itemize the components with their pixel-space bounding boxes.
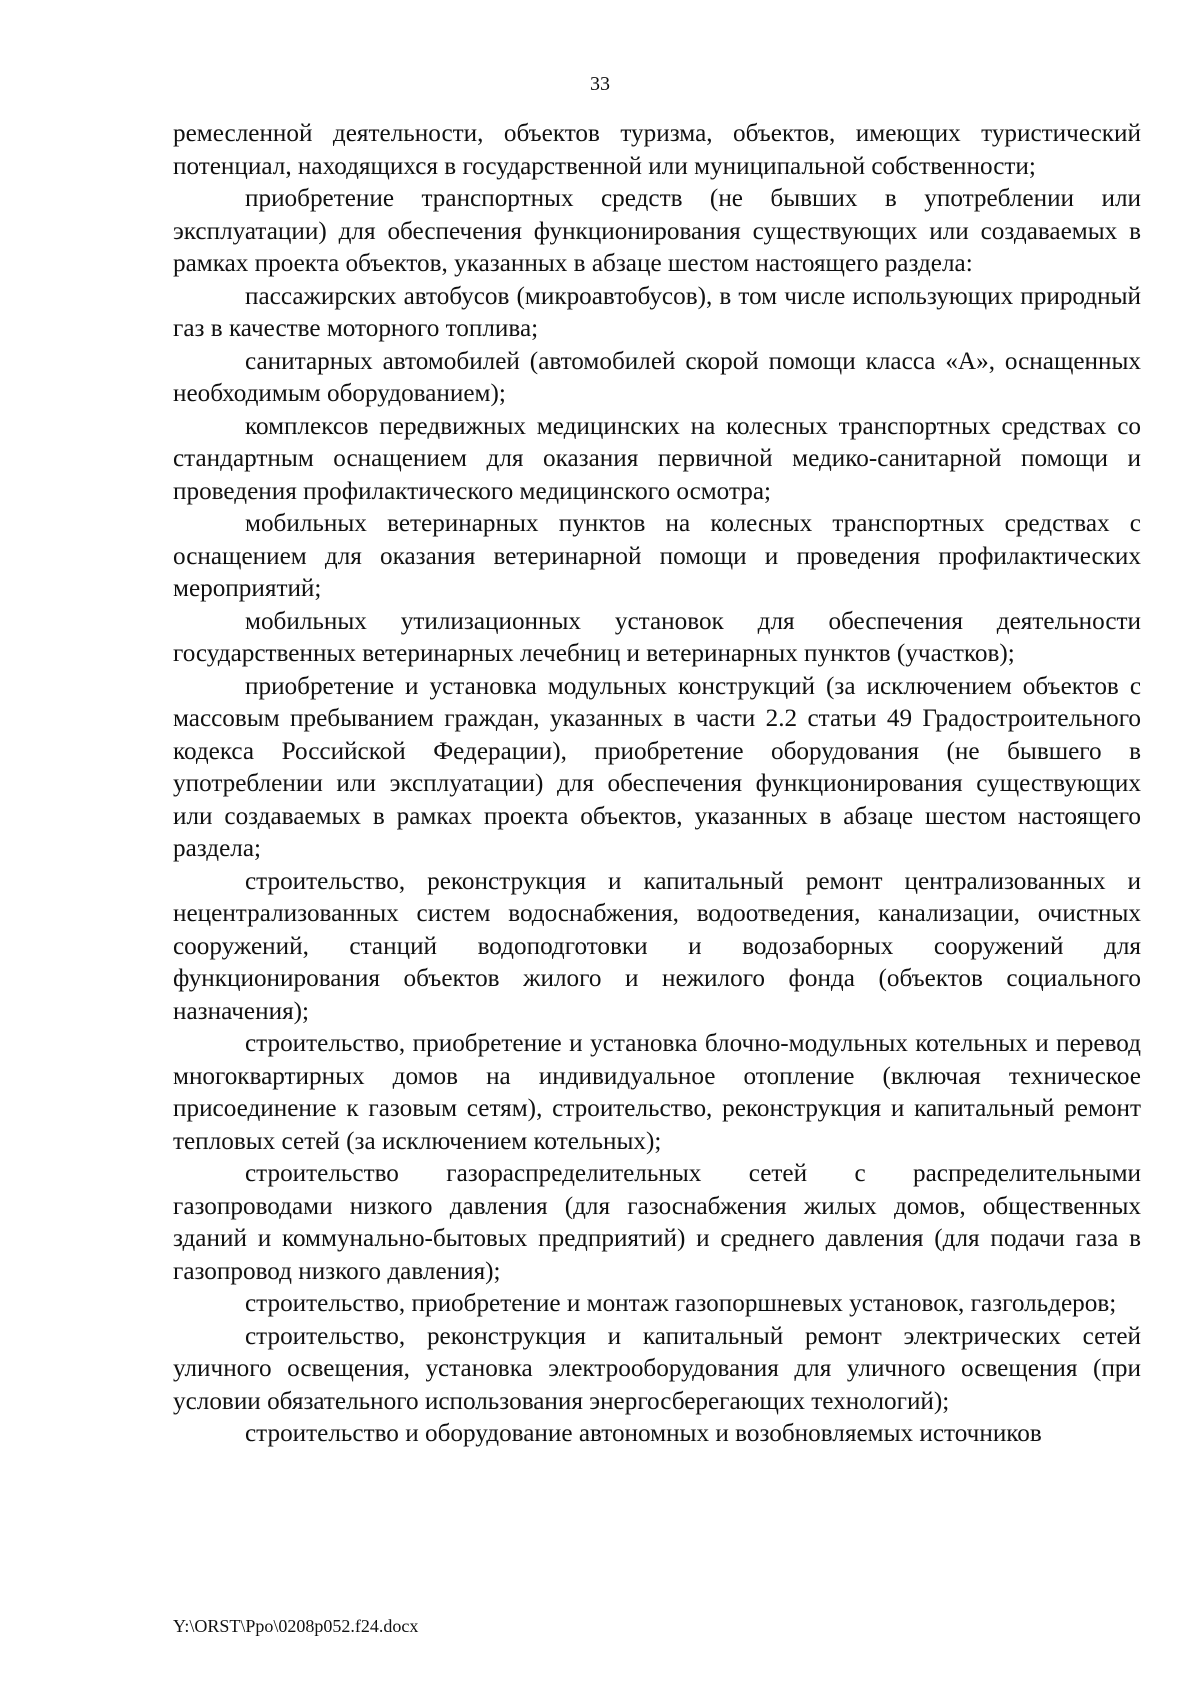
page-number: 33 [590, 73, 610, 95]
paragraph: санитарных автомобилей (автомобилей скорой помощи класса «А», оснащенных необходимым оборудованием); [173, 347, 1141, 407]
paragraph: пассажирских автобусов (микроавтобусов), в том числе использующих природный газ в качестве моторного топлива; [173, 282, 1141, 342]
paragraph: мобильных ветеринарных пунктов на колесных транспортных средствах с оснащением для оказания ветеринарной помощи и проведения профилактических мероприятий; [173, 510, 1141, 602]
footer-file-path: Y:\ORST\Ppo\0208p052.f24.docx [173, 1616, 419, 1636]
paragraph: строительство, реконструкция и капитальный ремонт электрических сетей уличного освещения, установка электрооборудования для уличного освещения (при условии обязательного использования энергосберегающих технологий); [173, 1322, 1141, 1415]
document-body [173, 118, 1141, 1451]
paragraph: приобретение и установка модульных конструкций (за исключением объектов с массовым пребыванием граждан, указанных в части 2.2 статьи 49 Градостроительного кодекса Российской Федерации), приобретение оборудования (не бывшего в употреблении или эксплуатации) для обеспечения функционирования существующих или создаваемых в рамках проекта объектов, указанных в абзаце шестом настоящего раздела; [173, 672, 1141, 862]
paragraph: строительство, приобретение и монтаж газопоршневых установок, газгольдеров; [245, 1290, 1117, 1317]
paragraph: строительство и оборудование автономных и возобновляемых источников [245, 1420, 1042, 1447]
paragraph: строительство, приобретение и установка блочно-модульных котельных и перевод многоквартирных домов на индивидуальное отопление (включая техническое присоединение к газовым сетям), строительство, реконструкция и капитальный ремонт тепловых сетей (за исключением котельных); [173, 1030, 1141, 1155]
paragraph: ремесленной деятельности, объектов туризма, объектов, имеющих туристический потенциал, находящихся в государственной или муниципальной собственности; [173, 120, 1141, 180]
paragraph: строительство газораспределительных сетей с распределительными газопроводами низкого давления (для газоснабжения жилых домов, общественных зданий и коммунально-бытовых предприятий) и среднего давления (для подачи газа в газопровод низкого давления); [173, 1160, 1141, 1285]
paragraph: строительство, реконструкция и капитальный ремонт централизованных и нецентрализованных систем водоснабжения, водоотведения, канализации, очистных сооружений, станций водоподготовки и водозаборных сооружений для функционирования объектов жилого и нежилого фонда (объектов социального назначения); [173, 867, 1141, 1025]
paragraph: приобретение транспортных средств (не бывших в употреблении или эксплуатации) для обеспечения функционирования существующих или создаваемых в рамках проекта объектов, указанных в абзаце шестом настоящего раздела: [173, 185, 1141, 277]
paragraph: комплексов передвижных медицинских на колесных транспортных средствах со стандартным оснащением для оказания первичной медико-санитарной помощи и проведения профилактического медицинского осмотра; [173, 412, 1141, 505]
paragraph: мобильных утилизационных установок для обеспечения деятельности государственных ветеринарных лечебниц и ветеринарных пунктов (участков); [173, 607, 1141, 667]
